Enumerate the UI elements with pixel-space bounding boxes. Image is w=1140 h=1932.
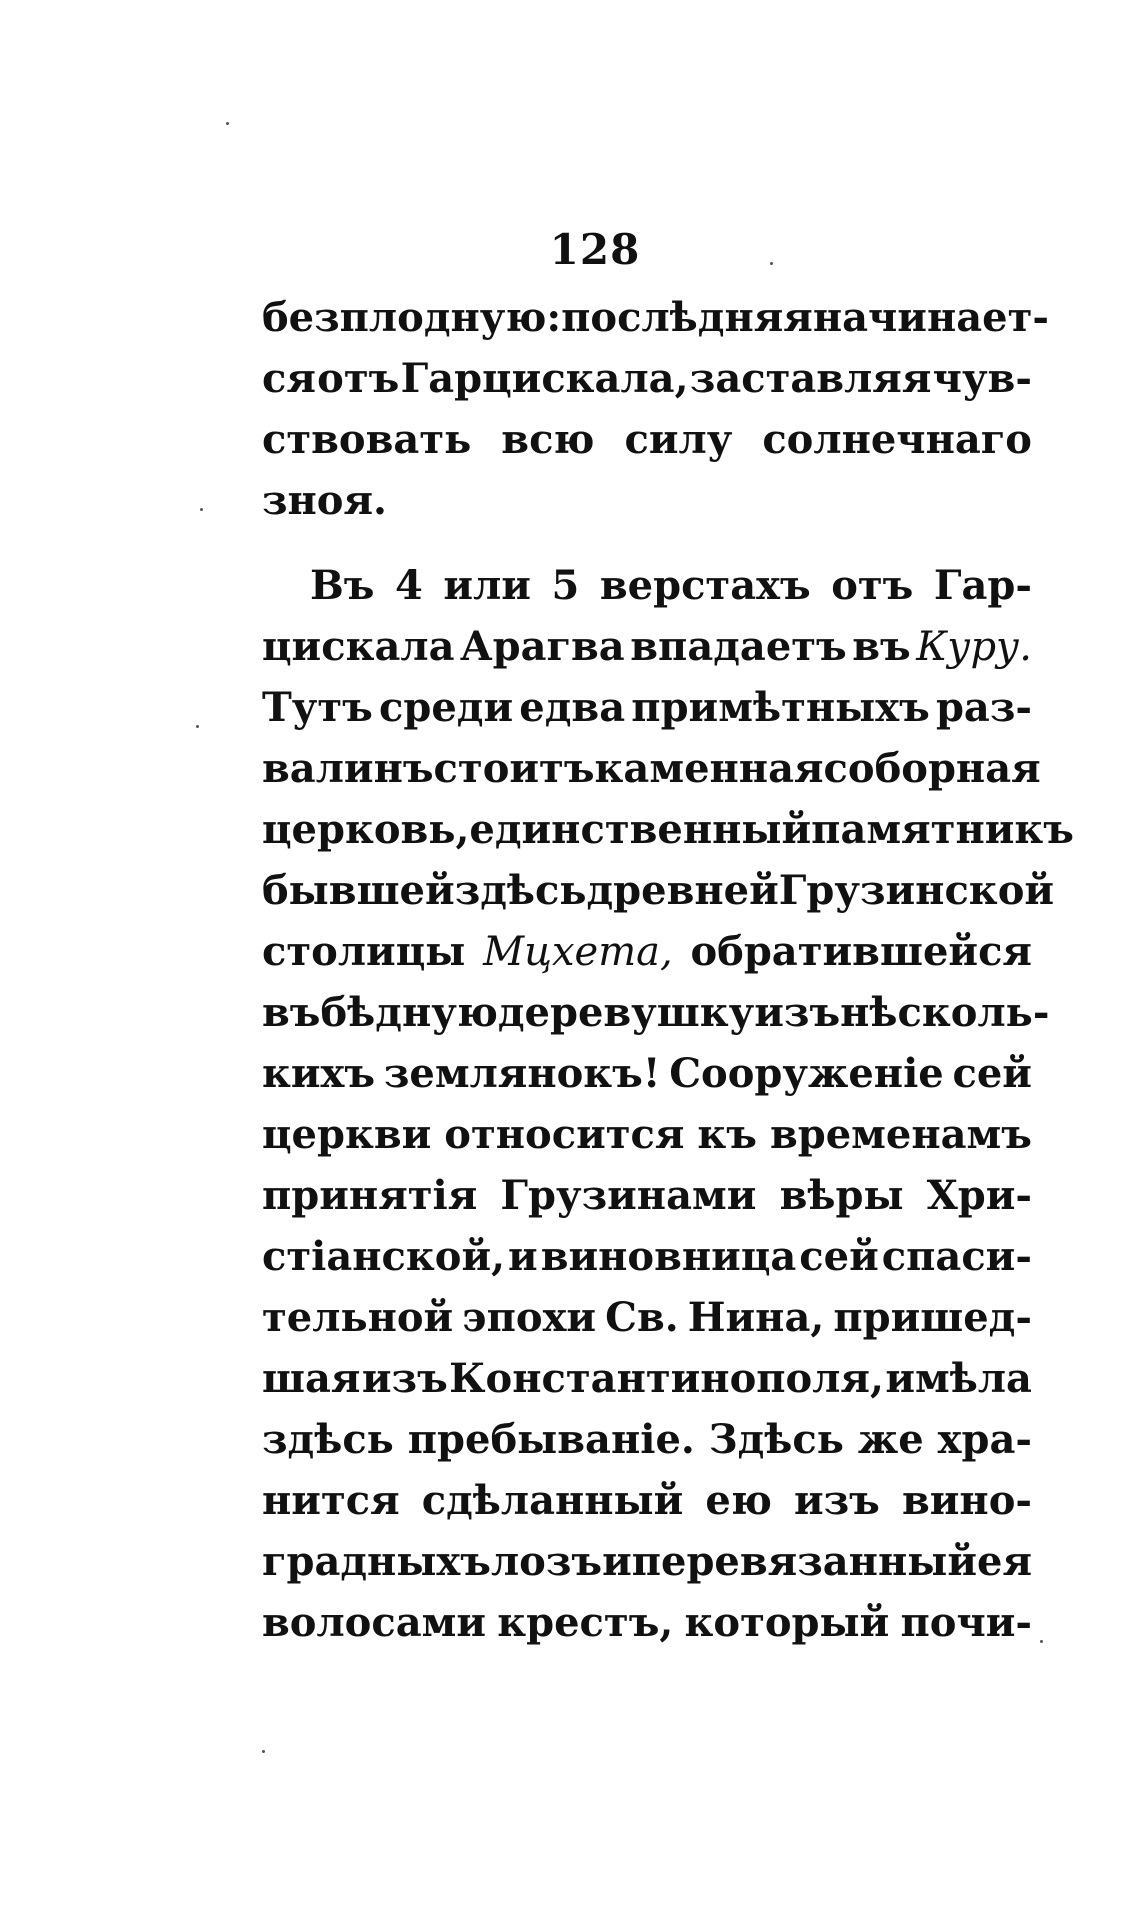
word: нится <box>262 1477 400 1524</box>
word: временамъ <box>769 1111 1032 1158</box>
word: памятникъ <box>811 806 1074 853</box>
word: Грузинской <box>778 867 1055 914</box>
word: Нина, <box>687 1294 825 1341</box>
word: ею <box>705 1477 772 1524</box>
word: который <box>684 1599 890 1646</box>
word: Здѣсь <box>708 1416 844 1463</box>
text-line <box>262 799 1074 860</box>
page-number: 128 <box>549 225 641 274</box>
word: послѣдняя <box>561 294 813 341</box>
word: церковь, <box>262 806 470 853</box>
word: имѣла <box>885 1355 1032 1402</box>
text-line: зноя. <box>262 477 387 524</box>
word: Грузинами <box>500 1172 757 1219</box>
word: единственный <box>469 806 812 853</box>
word: шая <box>262 1355 361 1402</box>
word: начинает- <box>812 294 1049 341</box>
word: волосами <box>262 1599 487 1646</box>
word: Мцхета, <box>483 929 673 975</box>
word: Сооруженіе <box>669 1050 944 1097</box>
word: отъ <box>831 562 914 609</box>
text-line <box>262 616 1032 677</box>
word: раз- <box>935 684 1032 731</box>
word: среди <box>379 684 514 731</box>
word: землянокъ! <box>383 1050 661 1097</box>
word: виновница <box>540 1233 797 1280</box>
word: лозъ <box>490 1538 603 1585</box>
text-line <box>262 1104 1032 1165</box>
text-line <box>262 921 1032 982</box>
word: сей <box>799 1233 879 1280</box>
text-line <box>262 1348 1032 1409</box>
word: и <box>508 1233 538 1280</box>
word: нѣсколь- <box>840 989 1050 1036</box>
paper-speck <box>226 122 229 125</box>
word: ся <box>262 355 316 402</box>
word: сей <box>952 1050 1032 1097</box>
word: Гар- <box>933 562 1032 609</box>
word: впадаетъ <box>630 623 847 670</box>
word: валинъ <box>262 745 434 792</box>
text-line <box>262 860 1055 921</box>
word: эпохи <box>462 1294 597 1341</box>
word: перевязанный <box>631 1538 977 1585</box>
word: безплодную: <box>262 294 562 341</box>
text-line <box>262 677 1032 738</box>
word: 4 <box>395 562 423 609</box>
text-line <box>262 1226 1032 1287</box>
word: Хри- <box>926 1172 1032 1219</box>
word: деревушку <box>497 989 755 1036</box>
word: изъ <box>754 989 841 1036</box>
word: 5 <box>551 562 580 609</box>
text-line <box>262 1409 1032 1470</box>
word: изъ <box>793 1477 880 1524</box>
word: бывшей <box>262 867 455 914</box>
text-line <box>262 348 1032 409</box>
paragraph-2 <box>262 555 1074 1653</box>
word: силу <box>624 416 733 463</box>
word: каменная <box>594 745 824 792</box>
paper-speck <box>1040 1640 1043 1643</box>
word: или <box>443 562 531 609</box>
word: Гарцискала, <box>400 355 689 402</box>
word: здѣсь <box>262 1416 394 1463</box>
word: относится <box>444 1111 685 1158</box>
word: въ <box>262 989 321 1036</box>
text-line <box>262 1043 1032 1104</box>
word: почи- <box>900 1599 1032 1646</box>
paper-speck <box>770 262 773 265</box>
text-line <box>262 982 1050 1043</box>
word: тельной <box>262 1294 454 1341</box>
word: Куру. <box>916 624 1032 670</box>
word: вино- <box>901 1477 1032 1524</box>
word: едва <box>519 684 626 731</box>
word: ствовать <box>262 416 472 463</box>
word: цискала <box>262 623 455 670</box>
text-line <box>262 555 1032 616</box>
word: сдѣланный <box>421 1477 684 1524</box>
word: Св. <box>605 1294 679 1341</box>
text-line <box>262 1165 1032 1226</box>
word: столицы <box>262 928 466 975</box>
word: кихъ <box>262 1050 376 1097</box>
paper-speck <box>200 508 203 511</box>
word: стоитъ <box>433 745 595 792</box>
word: пришед- <box>833 1294 1032 1341</box>
body-text <box>262 287 1074 1653</box>
word: градныхъ <box>262 1538 491 1585</box>
paragraph-1 <box>262 287 1049 531</box>
word: древней <box>586 867 779 914</box>
word: обратившейся <box>690 928 1032 975</box>
word: отъ <box>317 355 400 402</box>
word: Тутъ <box>262 684 373 731</box>
text-line <box>262 1592 1032 1653</box>
word: здѣсь <box>454 867 587 914</box>
word: чув- <box>932 355 1032 402</box>
word: заставляя <box>689 355 932 402</box>
word: стіанской, <box>262 1233 506 1280</box>
word: верстахъ <box>599 562 811 609</box>
text-line <box>262 1287 1032 1348</box>
word: къ <box>697 1111 757 1158</box>
word: всю <box>501 416 595 463</box>
paper-speck <box>262 1750 265 1753</box>
word: пребываніе. <box>407 1416 695 1463</box>
word: церкви <box>262 1111 432 1158</box>
word: примѣтныхъ <box>631 684 930 731</box>
text-line <box>262 1470 1032 1531</box>
text-line <box>262 409 1032 470</box>
word: спаси- <box>881 1233 1032 1280</box>
text-line <box>262 287 1049 348</box>
word: въ <box>852 623 911 670</box>
word: соборная <box>823 745 1041 792</box>
word: крестъ, <box>497 1599 674 1646</box>
paper-speck <box>196 725 199 728</box>
text-line <box>262 738 1041 799</box>
word: вѣры <box>779 1172 904 1219</box>
word: хра- <box>937 1416 1032 1463</box>
word: же <box>857 1416 924 1463</box>
word: и <box>602 1538 632 1585</box>
word: изъ <box>361 1355 448 1402</box>
word: бѣдную <box>320 989 498 1036</box>
word: Константинополя, <box>449 1355 884 1402</box>
word: Въ <box>310 562 375 609</box>
word: солнечнаго <box>762 416 1032 463</box>
word: Арагва <box>460 623 625 670</box>
word: ея <box>977 1538 1032 1585</box>
text-line <box>262 1531 1032 1592</box>
word: принятія <box>262 1172 478 1219</box>
